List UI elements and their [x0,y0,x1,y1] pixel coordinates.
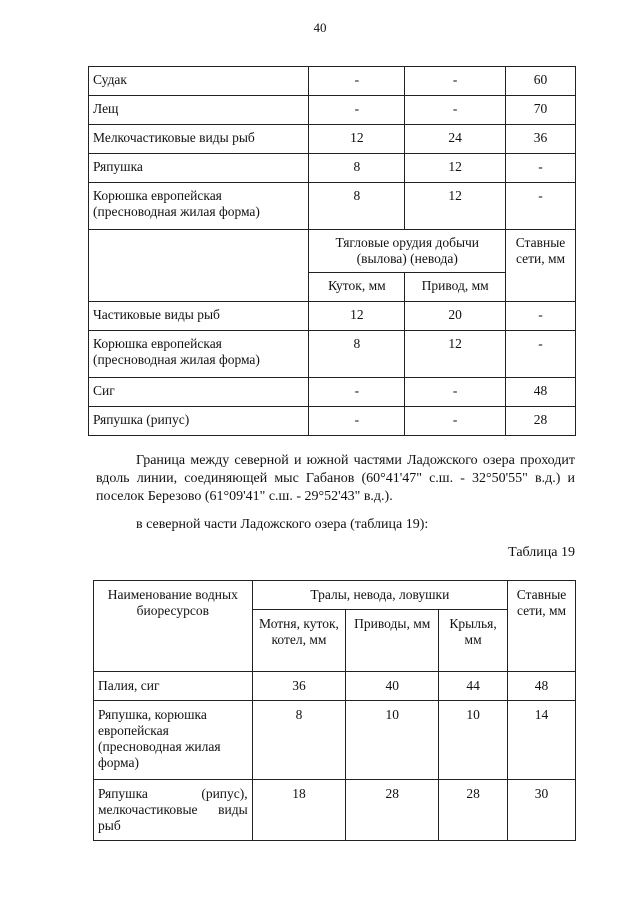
table-row [89,154,576,183]
value-cell: 8 [309,183,405,230]
table-row [89,67,576,96]
codend-header: Мотня, куток, котел, мм [252,610,346,672]
value-cell: 14 [508,701,576,780]
table-header-row [89,230,576,273]
value-cell: 18 [252,780,346,841]
value-cell: - [405,96,506,125]
value-cell: 12 [309,302,405,331]
value-cell: 12 [405,331,506,378]
codend-header: Куток, мм [309,273,405,302]
table-caption: Таблица 19 [508,545,575,560]
gear-group-header: Тралы, невода, ловушки [252,581,507,610]
north-part-paragraph: в северной части Ладожского озера (таблица 19): [136,517,429,532]
species-cell: Лещ [89,96,309,125]
value-cell: 12 [309,125,405,154]
species-cell: Палия, сиг [94,672,253,701]
drives-header: Приводы, мм [346,610,439,672]
value-cell: 24 [405,125,506,154]
species-cell: Корюшка европейская (пресноводная жилая форма) [89,331,309,378]
value-cell: 30 [508,780,576,841]
species-cell: Корюшка европейская (пресноводная жилая форма) [89,183,309,230]
value-cell: - [405,407,506,436]
value-cell: 70 [506,96,576,125]
value-cell: - [405,67,506,96]
value-cell: 48 [508,672,576,701]
species-cell: Ряпушка [89,154,309,183]
value-cell: 8 [309,331,405,378]
value-cell: 10 [439,701,508,780]
species-cell: Ряпушка (рипус), мелкочастиковые виды рыб [94,780,253,841]
value-cell: - [309,96,405,125]
value-cell: 28 [346,780,439,841]
value-cell: 36 [506,125,576,154]
value-cell: 40 [346,672,439,701]
value-cell: - [506,154,576,183]
value-cell: - [309,378,405,407]
value-cell: 48 [506,378,576,407]
table-row [89,125,576,154]
value-cell: - [506,183,576,230]
value-cell: 12 [405,154,506,183]
value-cell: 8 [309,154,405,183]
value-cell: - [309,67,405,96]
species-name-header: Наименование водных биоресурсов [94,581,253,672]
mesh-size-table-south [88,66,576,436]
value-cell: 28 [439,780,508,841]
empty-header-cell [89,230,309,302]
species-cell: Ряпушка, корюшка европейская (пресноводная жилая форма) [94,701,253,780]
table-row [89,183,576,230]
value-cell: 28 [506,407,576,436]
value-cell: 8 [252,701,346,780]
table-row [89,302,576,331]
mesh-size-table-north [93,580,576,841]
table-row [89,378,576,407]
value-cell: 36 [252,672,346,701]
nets-header: Ставные сети, мм [508,581,576,672]
table-row [94,780,576,841]
value-cell: - [309,407,405,436]
species-cell: Частиковые виды рыб [89,302,309,331]
nets-header: Ставные сети, мм [506,230,576,302]
value-cell: - [506,331,576,378]
species-cell: Ряпушка (рипус) [89,407,309,436]
value-cell: 44 [439,672,508,701]
table-row [94,701,576,780]
table-row [94,672,576,701]
value-cell: 10 [346,701,439,780]
table-row [89,407,576,436]
page-number: 40 [313,20,327,35]
table-header-row [94,581,576,610]
value-cell: 60 [506,67,576,96]
value-cell: - [405,378,506,407]
table-row [89,96,576,125]
table-row [89,331,576,378]
value-cell: 20 [405,302,506,331]
species-cell: Сиг [89,378,309,407]
gear-group-header: Тягловые орудия добычи (вылова) (невода) [309,230,506,273]
drive-header: Привод, мм [405,273,506,302]
value-cell: - [506,302,576,331]
value-cell: 12 [405,183,506,230]
species-cell: Мелкочастиковые виды рыб [89,125,309,154]
wings-header: Крылья, мм [439,610,508,672]
boundary-paragraph: Граница между северной и южной частями Ладожского озера проходит вдоль линии, соединяющей мыс Габанов (60°41'47" с.ш. - 32°50'55" в.д.) и поселок Березово (61°09'41" с.ш. - 29°52'43" в.д.). [96,453,575,504]
species-cell: Судак [89,67,309,96]
